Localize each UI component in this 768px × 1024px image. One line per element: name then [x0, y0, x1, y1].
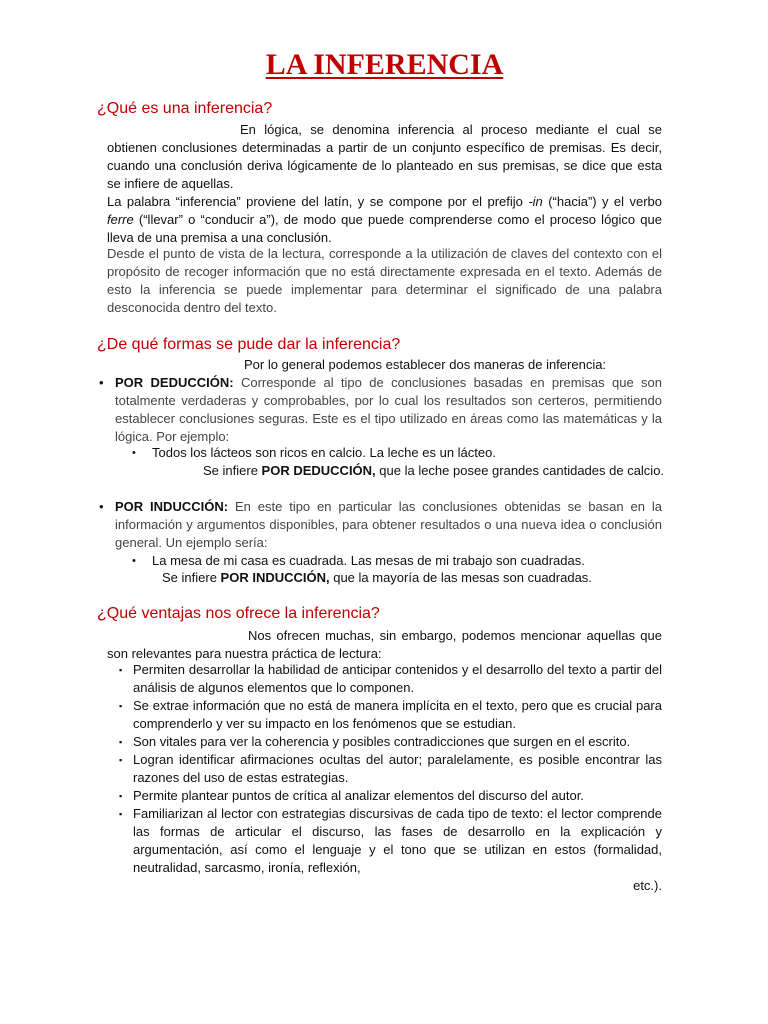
ventajas-intro-text: Nos ofrecen muchas, sin embargo, podemos mencionar aquellas que son relevantes para nuestra práctica de lectura:: [107, 628, 662, 661]
paragraph-formas-intro: [107, 356, 662, 374]
item-deduccion: [115, 374, 662, 446]
list-item-last-text: Familiarizan al lector con estrategias discursivas de cada tipo de texto: el lector comprende las formas de articular el discurso, las fases de desarrollo en la explicación y argumentación, así como el lenguaje y el tono que se utilizan en estos (formalidad, neutralidad, sarcasmo, ironía, reflexión,: [133, 806, 662, 875]
item-induccion: [115, 498, 662, 552]
paragraph-ventajas-intro: [107, 627, 662, 663]
bullet-dot: •: [132, 447, 136, 459]
bullet-square: ▪: [119, 737, 123, 747]
heading-formas: ¿De qué formas se pude dar la inferencia?: [97, 336, 401, 353]
list-item-last-tail: etc.).: [633, 878, 662, 893]
induccion-conclusion-b: POR INDUCCIÓN,: [220, 570, 330, 585]
paragraph-definition-text: En lógica, se denomina inferencia al proceso mediante el cual se obtienen conclusiones determinadas a partir de un conjunto específico de premisas. Es decir, cuando una conclusión deriva lógicamente de lo planteado en sus premisas, se dice que esta se infiere de aquellas.: [107, 122, 662, 191]
bullet-square: ▪: [119, 809, 123, 819]
etymology-text-b: (“hacia”) y el verbo: [542, 194, 662, 209]
induccion-conclusion: [162, 569, 592, 587]
list-item: Se extrae información que no está de manera implícita en el texto, pero que es crucial para comprenderlo y ver su impacto en los fenómenos que se estudian.: [133, 698, 662, 731]
deduccion-conclusion-a: Se infiere: [203, 463, 262, 478]
list-item: Logran identificar afirmaciones ocultas del autor; paralelamente, es posible encontrar las razones del uso de estas estrategias.: [133, 752, 662, 785]
list-item: Permiten desarrollar la habilidad de anticipar contenidos y el desarrollo del texto a partir del análisis de algunos elementos que lo componen.: [133, 662, 662, 695]
list-item: Permite plantear puntos de crítica al analizar elementos del discurso del autor.: [133, 788, 584, 803]
heading-que-es: ¿Qué es una inferencia?: [97, 100, 273, 117]
bullet-square: ▪: [119, 791, 123, 801]
etymology-text-a: La palabra “inferencia” proviene del latín, y se compone por el prefijo: [107, 194, 529, 209]
bullet-dot: •: [132, 555, 136, 567]
induccion-text: En este tipo en particular las conclusiones obtenidas se basan en la información y argumentos disponibles, para obtener resultados o una nueva idea o conclusión general. Un ejemplo sería:: [115, 499, 662, 550]
induccion-conclusion-a: Se infiere: [162, 570, 221, 585]
document-title: LA INFERENCIA: [265, 48, 504, 81]
induccion-conclusion-c: que la mayoría de las mesas son cuadradas.: [329, 570, 592, 585]
etymology-prefix: -in: [528, 194, 543, 209]
deduccion-label: POR DEDUCCIÓN:: [115, 375, 234, 390]
etymology-verb: ferre: [107, 212, 134, 227]
bullet-dot: •: [99, 375, 104, 390]
induccion-example: La mesa de mi casa es cuadrada. Las mesas de mi trabajo son cuadradas.: [152, 553, 585, 568]
list-item: Son vitales para ver la coherencia y posibles contradicciones que surgen en el escrito.: [133, 734, 631, 749]
deduccion-conclusion-b: POR DEDUCCIÓN,: [261, 463, 376, 478]
deduccion-conclusion: [203, 462, 664, 480]
etymology-text-c: (“llevar” o “conducir a”), de modo que puede comprenderse como el proceso lógico que lleva de una premisa a una conclusión.: [107, 212, 662, 245]
deduccion-conclusion-c: que la leche posee grandes cantidades de calcio.: [375, 463, 665, 478]
deduccion-text: Corresponde al tipo de conclusiones basadas en premisas que son totalmente verdaderas y comprobables, por lo cual los resultados son certeros, permitiendo establecer conclusiones seguras. Este es el tipo utilizado en áreas como las matemáticas y la lógica. Por ejemplo:: [115, 375, 663, 444]
list-item-last: [133, 805, 662, 895]
paragraph-definition: [107, 121, 662, 193]
induccion-label: POR INDUCCIÓN:: [115, 499, 229, 514]
paragraph-reading: Desde el punto de vista de la lectura, corresponde a la utilización de claves del contexto con el propósito de recoger información que no está directamente expresada en el texto. Además de esto la inferencia se puede implementar para determinar el significado de una palabra desconocida dentro del texto.: [107, 246, 662, 315]
heading-ventajas: ¿Qué ventajas nos ofrece la inferencia?: [97, 605, 380, 622]
bullet-square: ▪: [119, 665, 123, 675]
deduccion-example: Todos los lácteos son ricos en calcio. La leche es un lácteo.: [152, 445, 496, 460]
formas-intro-text: Por lo general podemos establecer dos maneras de inferencia:: [244, 357, 607, 372]
bullet-square: ▪: [119, 701, 123, 711]
bullet-dot: •: [99, 499, 104, 514]
paragraph-etymology: [107, 193, 662, 247]
bullet-square: ▪: [119, 755, 123, 765]
